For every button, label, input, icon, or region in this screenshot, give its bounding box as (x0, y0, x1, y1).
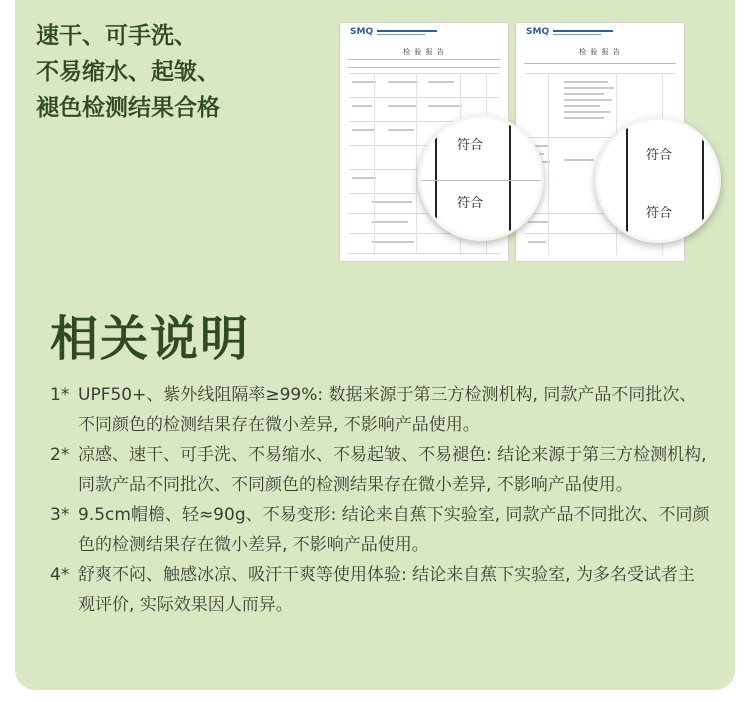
note-number: 4* (50, 565, 70, 585)
table-rule (421, 180, 541, 181)
divider (348, 67, 500, 68)
note-text: 舒爽不闷、触感冰凉、吸汗干爽等使用体验: 结论来自蕉下实验室, 为多名受试者主观评价, 实际效果因人而异。 (78, 565, 695, 615)
smq-logo: SMQ (350, 27, 374, 37)
section-title: 相关说明 (50, 311, 251, 367)
heading-line: 速干、可手洗、 (36, 23, 197, 49)
heading-line: 不易缩水、起皱、 (36, 59, 220, 85)
table-rule (702, 120, 704, 240)
logo-subtitle-graphic (553, 30, 613, 35)
table-rule (626, 120, 628, 240)
report-header (350, 27, 437, 37)
table-rule (435, 118, 437, 238)
result-conform-text: 符合 (457, 138, 484, 153)
result-conform-text: 符合 (646, 148, 673, 163)
smq-logo: SMQ (526, 27, 550, 37)
note-number: 2* (50, 445, 70, 465)
list-item (50, 500, 710, 560)
list-item (50, 560, 710, 620)
note-text: 9.5cm帽檐、轻≈90g、不易变形: 结论来自蕉下实验室, 同款产品不同批次、不同颜色的检测结果存在微小差异, 不影响产品使用。 (78, 505, 710, 555)
report-title: 检 验 报 告 (579, 48, 621, 56)
logo-subtitle-graphic (377, 30, 437, 35)
report-header (526, 27, 613, 37)
report-title: 检 验 报 告 (403, 48, 445, 56)
note-number: 3* (50, 505, 70, 525)
list-item (50, 440, 710, 500)
divider (524, 63, 676, 64)
result-conform-text: 符合 (457, 196, 484, 211)
heading-line: 褪色检测结果合格 (36, 95, 220, 121)
notes-list (50, 380, 710, 620)
note-text: UPF50+、紫外线阻隔率≥99%: 数据来源于第三方检测机构, 同款产品不同批次、不同颜色的检测结果存在微小差异, 不影响产品使用。 (78, 385, 697, 435)
test-result-heading (36, 18, 336, 126)
note-text: 凉感、速干、可手洗、不易缩水、不易起皱、不易褪色: 结论来源于第三方检测机构, 同款产品不同批次、不同颜色的检测结果存在微小差异, 不影响产品使用。 (78, 445, 707, 495)
divider (348, 59, 500, 60)
magnifier-callout (595, 117, 721, 243)
result-conform-text: 符合 (646, 206, 673, 221)
magnifier-callout (418, 115, 544, 241)
table-rule (509, 118, 511, 238)
note-number: 1* (50, 385, 70, 405)
list-item (50, 380, 710, 440)
